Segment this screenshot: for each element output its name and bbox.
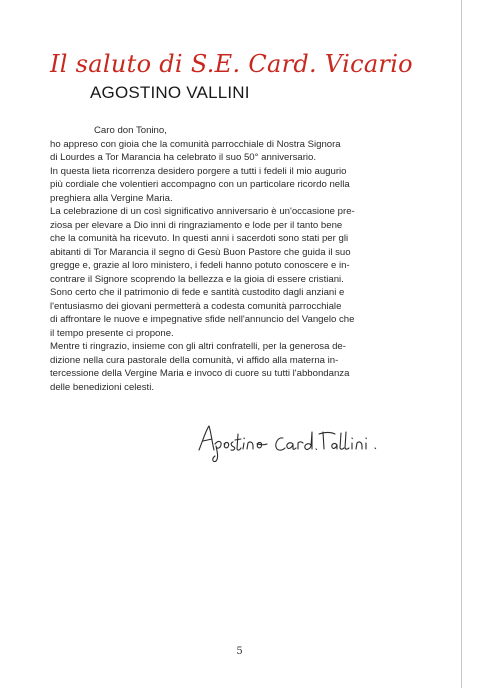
- letter-line: gregge e, grazie al loro ministero, i fedeli hanno potuto conoscere e in-: [50, 260, 350, 271]
- letter-line: ziosa per elevare a Dio inni di ringraziamento e lode per il tanto bene: [50, 219, 343, 231]
- letter-line: delle benedizioni celesti.: [50, 381, 154, 393]
- letter-line: contrare il Signore scoprendo la bellezza e la gioia di essere cristiani.: [50, 273, 344, 285]
- letter-body: [50, 124, 398, 394]
- letter-line: l'entusiasmo dei giovani permetterà a codesta comunità parrocchiale: [50, 300, 342, 312]
- letter-line: Sono certo che il patrimonio di fede e santità custodito dagli anziani e: [50, 287, 345, 298]
- page-edge-rule: [461, 0, 462, 688]
- letter-line: La celebrazione di un così significativo anniversario è un'occasione pre-: [50, 206, 355, 217]
- letter-line: Mentre ti ringrazio, insieme con gli altri confratelli, per la generosa de-: [50, 341, 346, 352]
- letter-line: ho appreso con gioia che la comunità parrocchiale di Nostra Signora: [50, 138, 341, 150]
- letter-line: di affrontare le nuove e impegnative sfide nell'annuncio del Vangelo che: [50, 314, 355, 325]
- author-name: AGOSTINO VALLINI: [90, 83, 250, 102]
- handwritten-signature: [197, 420, 387, 464]
- letter-line: più cordiale che volentieri accompagno con un particolare ricordo nella: [50, 179, 350, 190]
- letter-line: dizione nella cura pastorale della comunità, vi affido alla materna in-: [50, 354, 339, 366]
- page-title: Il saluto di S.E. Card. Vicario: [50, 50, 413, 78]
- letter-salutation: Caro don Tonino,: [94, 125, 167, 136]
- letter-line: tercessione della Vergine Maria e invoco di cuore su tutti l'abbondanza: [50, 368, 350, 379]
- letter-line: che la comunità ha ricevuto. In questi anni i sacerdoti sono stati per gli: [50, 233, 349, 244]
- letter-line: In questa lieta ricorrenza desidero porgere a tutti i fedeli il mio augurio: [50, 165, 347, 177]
- letter-line: il tempo presente ci propone.: [50, 327, 174, 339]
- letter-line: abitanti di Tor Marancia il segno di Gesù Buon Pastore che guida il suo: [50, 246, 351, 258]
- page-number: 5: [236, 646, 243, 657]
- letter-line: preghiera alla Vergine Maria.: [50, 192, 173, 204]
- letter-line: di Lourdes a Tor Marancia ha celebrato il suo 50° anniversario.: [50, 152, 317, 163]
